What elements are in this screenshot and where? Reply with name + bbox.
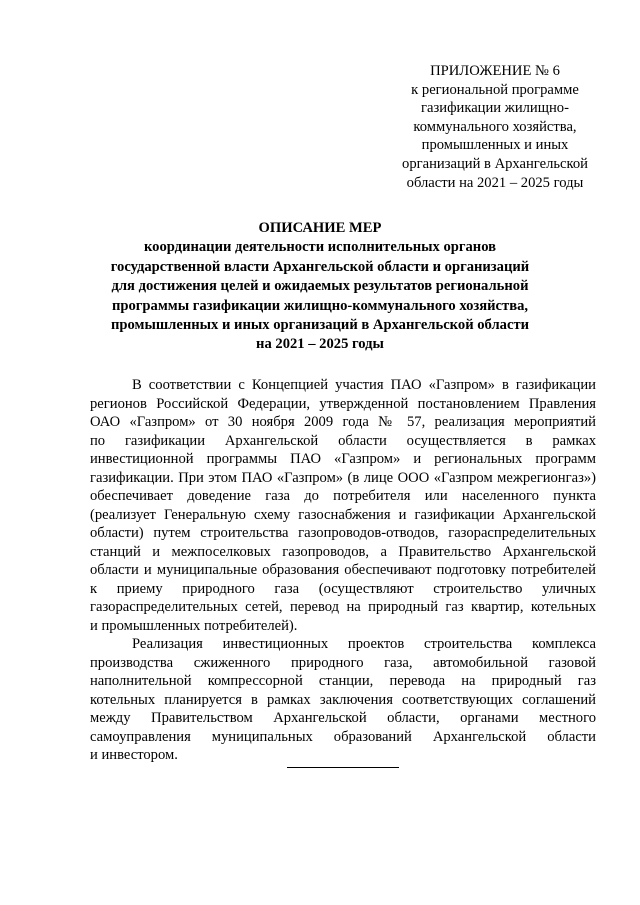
paragraph-line: станций и межпоселковых газопроводов, а Правительство Архангельской <box>90 543 596 560</box>
appendix-number: ПРИЛОЖЕНИЕ № 6 <box>430 63 560 79</box>
appendix-header <box>388 62 602 192</box>
appendix-line: газификации жилищно- <box>421 100 569 117</box>
paragraph-line: области и муниципальные образования обеспечивают подготовку потребителей <box>90 562 596 578</box>
paragraph-line: к приему природного газа (осуществляют строительство уличных <box>90 580 596 597</box>
title-line: для достижения целей и ожидаемых результатов региональной <box>111 278 529 295</box>
title-line: координации деятельности исполнительных органов <box>143 239 497 256</box>
paragraph-line: и инвестором. <box>90 747 178 763</box>
title-line: государственной власти Архангельской области и организаций <box>110 258 530 275</box>
paragraph-line: области) путем строительства газопроводов-отводов, газораспределительных <box>90 525 596 541</box>
paragraph-line: самоуправления муниципальных образований Архангельской области <box>90 728 596 745</box>
paragraph-line: по газификации Архангельской области осуществляется в рамках <box>90 432 596 449</box>
paragraph-line: В соответствии с Концепцией участия ПАО «Газпром» в газификации <box>132 377 596 393</box>
paragraph-line: газификации. При этом ПАО «Газпром» (в лице ООО «Газпром межрегионгаз») <box>90 469 596 486</box>
paragraph-line: ОАО «Газпром» от 30 ноября 2009 года № 57, реализация мероприятий <box>90 414 596 430</box>
appendix-line: области на 2021 – 2025 годы <box>406 174 584 191</box>
paragraph-line: котельных планируется в рамках заключения соответствующих соглашений <box>90 691 596 708</box>
appendix-line: организаций в Архангельской <box>402 155 588 172</box>
paragraph-line: и промышленных потребителей). <box>90 617 298 634</box>
paragraph-line: Реализация инвестиционных проектов строительства комплекса <box>132 636 596 652</box>
title-line: на 2021 – 2025 годы <box>256 336 384 353</box>
end-divider <box>287 767 399 768</box>
paragraph-line: наполнительной компрессорной станции, перевода на природный газ <box>90 673 596 689</box>
appendix-line: к региональной программе <box>411 81 579 98</box>
appendix-line: промышленных и иных <box>421 137 569 154</box>
paragraph-2 <box>90 635 596 765</box>
paragraph-line: обеспечивает доведение газа до потребителя или населенного пункта <box>90 488 596 504</box>
document-title <box>80 219 560 355</box>
paragraph-line: между Правительством Архангельской области, органами местного <box>90 710 596 726</box>
paragraph-line: производства сжиженного природного газа, автомобильной газовой <box>90 654 596 671</box>
paragraph-line: инвестиционной программы ПАО «Газпром» и региональных программ <box>90 451 596 467</box>
title-line: программы газификации жилищно-коммунального хозяйства, <box>111 297 529 314</box>
title-line: промышленных и иных организаций в Архангельской области <box>110 317 530 334</box>
paragraph-1 <box>90 376 596 635</box>
title-heading: ОПИСАНИЕ МЕР <box>258 220 382 236</box>
appendix-line: коммунального хозяйства, <box>413 118 577 135</box>
body-text <box>90 376 596 765</box>
paragraph-line: газораспределительных сетей, перевод на природный газ квартир, котельных <box>90 599 596 615</box>
paragraph-line: (реализует Генеральную схему газоснабжения и газификации Архангельской <box>90 506 596 523</box>
paragraph-line: регионов Российской Федерации, утвержденной постановлением Правления <box>90 395 596 412</box>
